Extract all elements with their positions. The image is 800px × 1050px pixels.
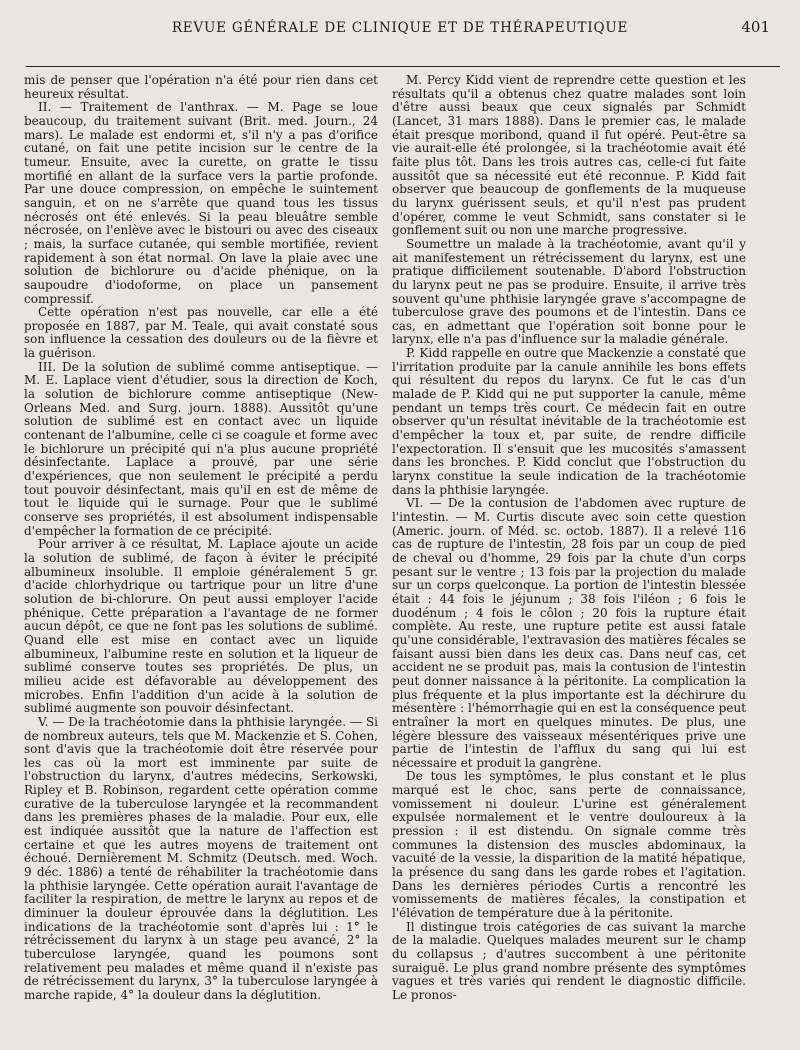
header-rule xyxy=(26,66,780,67)
page-header xyxy=(20,18,780,40)
paragraph: Il distingue trois catégories de cas suivant la marche de la maladie. Quelques malades meurent sur le champ du collapsus ; d'autres succombent à une péritonite suraiguë. Le plus grand nombre présente des symptômes vagues et très variés qui rendent le diagnostic difficile. Le pronos- xyxy=(392,919,746,1002)
paragraph: III. De la solution de sublimé comme antiseptique. — M. E. Laplace vient d'étudier, sous la direction de Koch, la solution de bichlorure comme antiseptique (New-Orleans Med. and Surg. journ. 1888). Aussitôt qu'une solution de sublimé est en contact avec un liquide contenant de l'albumine, celle ci se coagule et forme avec le bichlorure un précipité qui n'a plus aucune propriété désinfectante. Laplace a prouvé, par une série d'expériences, que non seulement le précipité a perdu tout pouvoir désinfectant, mais qu'il en est de même de tout le liquide qui le surnage. Pour que le sublimé conserve ses propriétés, il est absolument indispensable d'empêcher la formation de ce précipité. xyxy=(24,359,378,538)
paragraph: V. — De la trachéotomie dans la phthisie laryngée. — Si de nombreux auteurs, tels que M. Mackenzie et S. Cohen, sont d'avis que la trachéotomie doit être réservée pour les cas où la mort est imminente par suite de l'obstruction du larynx, d'autres médecins, Serkowski, Ripley et B. Robinson, regardent cette opération comme curative de la tuberculose laryngée et la recommandent dans les premières phases de la maladie. Pour eux, elle est indiquée aussitôt que la nature de l'affection est certaine et que les autres moyens de traitement ont échoué. Dernièrement M. Schmitz (Deutsch. med. Woch. 9 déc. 1886) a tenté de réhabiliter la trachéotomie dans la phthisie laryngée. Cette opération aurait l'avantage de faciliter la respiration, de mettre le larynx au repos et de diminuer la douleur éprouvée dans la déglutition. Les indications de la trachéotomie sont d'après lui : 1° le rétrécissement du larynx à un stage peu avancé, 2° la tuberculose laryngée, quand les poumons sont relativement peu malades et même quand il n'existe pas de rétrécissement du larynx, 3° la tuberculose laryngée à marche rapide, 4° la douleur dans la déglutition. xyxy=(24,714,378,1002)
paragraph: VI. — De la contusion de l'abdomen avec rupture de l'intestin. — M. Curtis discute avec soin cette question (Americ. journ. of Méd. sc. octob. 1887). Il a relevé 116 cas de rupture de l'intestin, 28 fois par un coup de pied de cheval ou d'homme, 29 fois par la chute d'un corps pesant sur le ventre ; 13 fois par la projection du malade sur un corps quelconque. La portion de l'intestin blessée était : 44 fois le jéjunum ; 38 fois l'iléon ; 6 fois le duodénum ; 4 fois le côlon ; 20 fois la rupture était complète. Au reste, une rupture petite est aussi fatale qu'une considérable, l'extravasion des matières fécales se faisant aussi bien dans les deux cas. Dans neuf cas, cet accident ne se produit pas, mais la contusion de l'intestin peut donner naissance à la péritonite. La complication la plus fréquente et la plus importante est la déchirure du mésentère : l'hémorrhagie qui en est la conséquence peut entraîner la mort en quelques minutes. De plus, une légère blessure des vaisseaux mésentériques prive une partie de l'intestin de l'afflux du sang qui lui est nécessaire et produit la gangrène. xyxy=(392,496,746,770)
paragraph: P. Kidd rappelle en outre que Mackenzie a constaté que l'irritation produite par la canule annihile les bons effets qui résultent du repos du larynx. Ce fut le cas d'un malade de P. Kidd qui ne put supporter la canule, même pendant un temps très court. Ce médecin fait en outre observer qu'un résultat inévitable de la trachéotomie est d'empêcher la toux et, par suite, de rendre difficile l'expectoration. Il s'ensuit que les mucosités s'amassent dans les bronches. P. Kidd conclut que l'obstruction du larynx constitue la seule indication de la trachéotomie dans la phthisie laryngée. xyxy=(392,346,746,497)
paragraph: mis de penser que l'opération n'a été pour rien dans cet heureux résultat. xyxy=(24,73,378,101)
running-title: REVUE GÉNÉRALE DE CLINIQUE ET DE THÉRAPEUTIQUE xyxy=(171,20,629,36)
paragraph: II. — Traitement de l'anthrax. — M. Page se loue beaucoup, du traitement suivant (Brit. med. Journ., 24 mars). Le malade est endormi et, s'il n'y a pas d'orifice cutané, on fait une petite incision sur le centre de la tumeur. Ensuite, avec la curette, on gratte le tissu mortifié en allant de la surface vers la partie profonde. Par une douce compression, on empêche le suintement sanguin, et on ne s'arrête que quand tous les tissus nécrosés ont été enlevés. Si la peau bleuâtre semble nécrosée, on l'enlève avec le bistouri ou avec des ciseaux ; mais, la surface cutanée, qui semble mortifiée, revient rapidement à son état normal. On lave la plaie avec une solution de bichlorure ou d'acide phénique, on la saupoudre d'iodoforme, on place un pansement compressif. xyxy=(24,100,378,306)
left-column xyxy=(24,74,378,1003)
right-column xyxy=(392,74,746,1003)
paragraph: Pour arriver à ce résultat, M. Laplace ajoute un acide la solution de sublimé, de façon à éviter le précipité albumineux insoluble. Il emploie généralement 5 gr. d'acide chlorhydrique ou tartrique pour un litre d'une solution de bi-chlorure. On peut aussi employer l'acide phénique. Cette préparation a l'avantage de ne former aucun dépôt, ce que ne font pas les solutions de sublimé. Quand elle est mise en contact avec un liquide albumineux, l'albumine reste en solution et la liqueur de sublimé conserve toutes ses propriétés. De plus, un milieu acide est défavorable au développement des microbes. Enfin l'addition d'un acide à la solution de sublimé augmente son pouvoir désinfectant. xyxy=(24,537,378,716)
page-number: 401 xyxy=(741,18,770,36)
paragraph: Soumettre un malade à la trachéotomie, avant qu'il y ait manifestement un rétrécissement du larynx, est une pratique difficilement soutenable. D'abord l'obstruction du larynx peut ne pas se produire. Ensuite, il arrive très souvent qu'une phthisie laryngée grave s'accompagne de tuberculose grave des poumons et de l'intestin. Dans ce cas, en admettant que l'opération soit bonne pour le larynx, elle n'a pas d'influence sur la maladie générale. xyxy=(392,236,746,347)
paragraph: M. Percy Kidd vient de reprendre cette question et les résultats qu'il a obtenus chez quatre malades sont loin d'être aussi beaux que ceux signalés par Schmidt (Lancet, 31 mars 1888). Dans le premier cas, le malade était presque moribond, quand il fut opéré. Peut-être sa vie aurait-elle été prolongée, si la trachéotomie avait été faite plus tôt. Dans les trois autres cas, celle-ci fut faite aussitôt que sa nécessité eut été reconnue. P. Kidd fait observer que beaucoup de gonflements de la muqueuse du larynx guérissent seuls, et qu'il n'est pas prudent d'opérer, comme le veut Schmidt, sans constater si le gonflement suit ou non une marche progressive. xyxy=(392,73,746,238)
paragraph: Cette opération n'est pas nouvelle, car elle a été proposée en 1887, par M. Teale, qui avait constaté sous son influence la cessation des douleurs ou de la fièvre et la guérison. xyxy=(24,305,378,361)
paragraph: De tous les symptômes, le plus constant et le plus marqué est le choc, sans perte de connaissance, vomissement ni douleur. L'urine est généralement expulsée normalement et le ventre douloureux à la pression : il est distendu. On signale comme très communes la distension des muscles abdominaux, la vacuité de la vessie, la disparition de la matité hépatique, la présence du sang dans les garde robes et l'agitation. Dans les dernières périodes Curtis a rencontré les vomissements de matières fécales, la constipation et l'élévation de température due à la péritonite. xyxy=(392,769,746,921)
